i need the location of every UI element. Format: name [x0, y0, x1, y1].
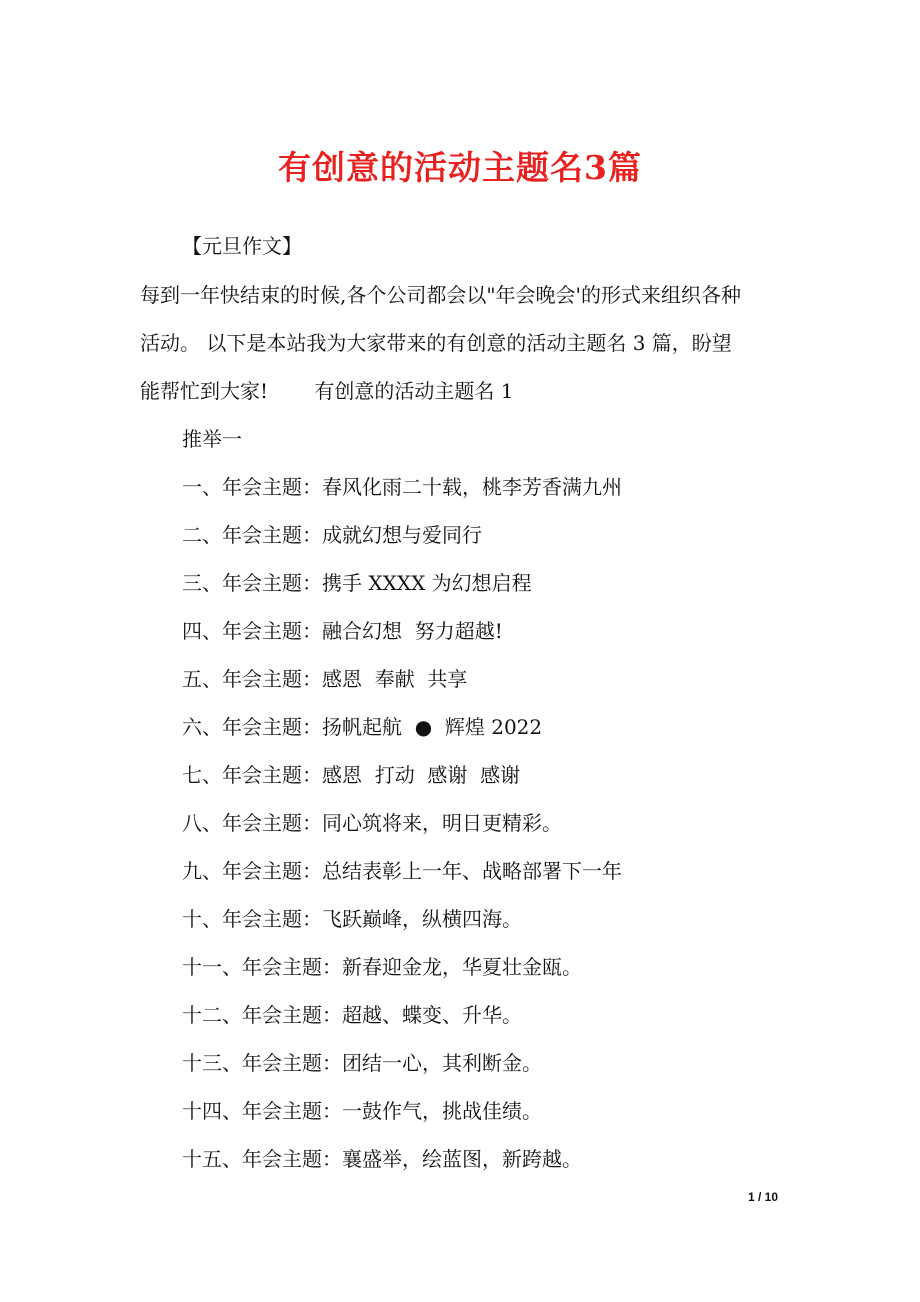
- list-item: 一、年会主题：春风化雨二十载，桃李芳香满九州: [182, 475, 622, 499]
- intro-line: 能帮忙到大家! 有创意的活动主题名 1: [140, 379, 514, 403]
- list-item: 十三、年会主题：团结一心，其利断金。: [182, 1051, 542, 1075]
- intro-line: 每到一年快结束的时候,各个公司都会以"年会晚会'的形式来组织各种: [140, 283, 742, 307]
- list-item: 七、年会主题：感恩 打动 感谢 感谢: [182, 763, 521, 787]
- list-item: 四、年会主题：融合幻想 努力超越!: [182, 619, 503, 643]
- list-item: 十、年会主题：飞跃巅峰，纵横四海。: [182, 907, 522, 931]
- list-item: 三、年会主题：携手 XXXX 为幻想启程: [182, 571, 532, 595]
- section-heading: 推举一: [182, 427, 242, 451]
- list-item: 十二、年会主题：超越、蝶变、升华。: [182, 1003, 522, 1027]
- source-tag: 【元旦作文】: [182, 234, 302, 258]
- list-item: 六、年会主题：扬帆起航 ● 辉煌 2022: [182, 715, 543, 739]
- list-item: 九、年会主题：总结表彰上一年、战略部署下一年: [182, 859, 622, 883]
- list-item: 十五、年会主题：襄盛举，绘蓝图，新跨越。: [182, 1147, 582, 1171]
- list-item: 二、年会主题：成就幻想与爱同行: [182, 523, 482, 547]
- page-number: 1 / 10: [748, 1190, 779, 1204]
- intro-line: 活动。 以下是本站我为大家带来的有创意的活动主题名 3 篇，盼望: [140, 331, 732, 355]
- document-title: 有创意的活动主题名3篇: [278, 148, 642, 187]
- list-item: 五、年会主题：感恩 奉献 共享: [182, 667, 468, 691]
- list-item: 十四、年会主题：一鼓作气，挑战佳绩。: [182, 1099, 542, 1123]
- list-item: 十一、年会主题：新春迎金龙，华夏壮金瓯。: [182, 955, 582, 979]
- list-item: 八、年会主题：同心筑将来，明日更精彩。: [182, 811, 562, 835]
